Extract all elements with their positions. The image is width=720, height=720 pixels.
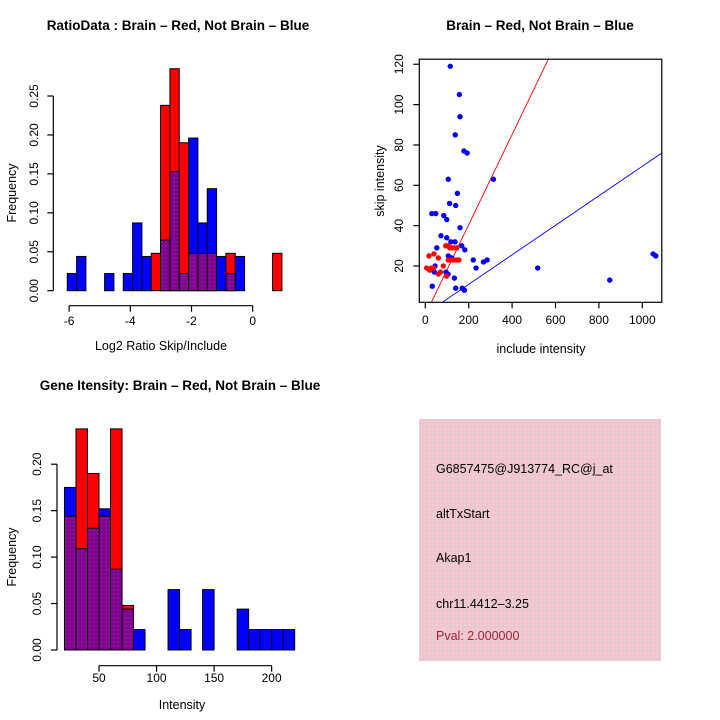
svg-text:800: 800 xyxy=(588,313,609,327)
scatter-point xyxy=(444,273,449,278)
hist-bar xyxy=(179,143,188,291)
svg-text:50: 50 xyxy=(92,671,106,685)
gene-intensity-histogram-panel xyxy=(0,360,360,720)
hist-bar xyxy=(235,256,244,290)
hist-bar-overlap xyxy=(207,253,216,290)
scatter-point xyxy=(431,265,436,270)
gene-annotation-panel xyxy=(360,360,720,720)
scatter-point xyxy=(453,203,458,208)
scatter-point xyxy=(433,211,438,216)
scatter-point xyxy=(457,225,462,230)
scatter-point xyxy=(426,253,431,258)
scatter-point xyxy=(444,217,449,222)
scatter-point xyxy=(607,277,612,282)
probe-id-text: G6857475@J913774_RC@j_at xyxy=(436,462,613,476)
gene-intensity-histogram-chart xyxy=(0,360,360,720)
hist-bar-overlap xyxy=(179,274,188,291)
genome-location-text: chr11.4412–3.25 xyxy=(436,597,529,611)
hist-bar xyxy=(283,630,295,650)
scatter-point xyxy=(444,235,449,240)
hist-bar xyxy=(133,223,142,291)
scatter-point xyxy=(455,191,460,196)
hist-bar xyxy=(134,630,146,650)
hist-bar-overlap xyxy=(111,569,123,650)
hist-bar xyxy=(67,274,76,291)
scatter-point xyxy=(441,263,446,268)
svg-text:0: 0 xyxy=(421,313,429,327)
hist-bar xyxy=(77,256,86,290)
svg-text:0.10: 0.10 xyxy=(30,545,44,569)
scatter-point xyxy=(448,64,453,69)
ratio-histogram-chart xyxy=(0,0,360,360)
svg-text:Frequency: Frequency xyxy=(5,163,19,223)
scatter-point xyxy=(452,239,457,244)
scatter-point xyxy=(438,269,443,274)
hist-bar-overlap xyxy=(64,516,76,650)
svg-text:0.05: 0.05 xyxy=(30,591,44,616)
svg-text:120: 120 xyxy=(392,54,406,75)
svg-text:0.00: 0.00 xyxy=(27,279,41,303)
intensity-scatter-panel xyxy=(360,0,720,360)
svg-text:0.25: 0.25 xyxy=(27,84,41,108)
hist-bar xyxy=(217,256,226,290)
hist-bar-overlap xyxy=(226,274,235,291)
scatter-point xyxy=(457,92,462,97)
svg-text:0: 0 xyxy=(249,314,257,328)
svg-text:0.00: 0.00 xyxy=(30,638,44,662)
scatter-point xyxy=(456,257,461,262)
svg-text:Log2 Ratio Skip/Include: Log2 Ratio Skip/Include xyxy=(94,339,228,353)
svg-text:-6: -6 xyxy=(63,314,75,328)
svg-text:100: 100 xyxy=(146,671,167,685)
svg-text:Intensity: Intensity xyxy=(158,698,206,712)
scatter-point xyxy=(462,247,467,252)
hist-bar-overlap xyxy=(189,253,198,290)
scatter-point xyxy=(447,201,452,206)
ratio-histogram-panel xyxy=(0,0,360,360)
svg-text:40: 40 xyxy=(392,218,406,233)
hist-bar-overlap xyxy=(122,609,134,650)
hist-bar xyxy=(260,630,272,650)
scatter-point xyxy=(473,265,478,270)
notbrain-fit-line xyxy=(442,153,662,302)
scatter-point xyxy=(446,177,451,182)
scatter-point xyxy=(457,114,462,119)
svg-text:0.15: 0.15 xyxy=(27,162,41,186)
svg-text:200: 200 xyxy=(458,313,479,327)
pval-text: Pval: 2.000000 xyxy=(436,629,520,643)
svg-text:150: 150 xyxy=(204,671,225,685)
scatter-point xyxy=(431,251,436,256)
hist-bar xyxy=(168,590,180,650)
hist-bar xyxy=(273,253,282,290)
scatter-point xyxy=(453,285,458,290)
svg-text:Brain – Red, Not Brain – Blue: Brain – Red, Not Brain – Blue xyxy=(446,18,634,33)
svg-text:0.20: 0.20 xyxy=(27,123,41,147)
scatter-point xyxy=(454,245,459,250)
hist-bar-overlap xyxy=(170,172,179,291)
scatter-point xyxy=(484,257,489,262)
scatter-point xyxy=(436,255,441,260)
svg-text:Frequency: Frequency xyxy=(5,527,19,587)
scatter-point xyxy=(453,132,458,137)
hist-bar xyxy=(272,630,284,650)
hist-bar-overlap xyxy=(87,528,99,650)
svg-text:400: 400 xyxy=(502,313,523,327)
svg-text:1000: 1000 xyxy=(628,313,656,327)
svg-text:skip intensity: skip intensity xyxy=(373,145,387,217)
scatter-point xyxy=(430,283,435,288)
svg-text:0.05: 0.05 xyxy=(27,240,41,264)
scatter-point xyxy=(653,253,658,258)
hist-bar-overlap xyxy=(99,516,111,650)
hist-bar-overlap xyxy=(198,253,207,290)
scatter-point xyxy=(452,275,457,280)
hist-bar xyxy=(151,253,160,290)
hist-bar-overlap xyxy=(76,549,88,650)
intensity-scatter-chart xyxy=(360,0,720,360)
scatter-point xyxy=(471,257,476,262)
scatter-point xyxy=(535,265,540,270)
hist-bar xyxy=(123,274,132,291)
svg-text:600: 600 xyxy=(545,313,566,327)
svg-text:Gene Itensity: Brain – Red, No: Gene Itensity: Brain – Red, Not Brain – Blue xyxy=(39,378,321,393)
hist-bar xyxy=(249,630,261,650)
scatter-point xyxy=(491,177,496,182)
svg-text:20: 20 xyxy=(392,259,406,273)
svg-text:0.15: 0.15 xyxy=(30,498,44,523)
hist-bar xyxy=(203,590,215,650)
scatter-point xyxy=(438,233,443,238)
svg-text:0.10: 0.10 xyxy=(27,201,41,225)
hist-bar xyxy=(180,630,192,650)
svg-text:-4: -4 xyxy=(124,314,136,328)
scatter-point xyxy=(434,245,439,250)
splice-event-type-text: altTxStart xyxy=(436,507,490,521)
gene-info-box xyxy=(419,419,661,661)
gene-name-text: Akap1 xyxy=(436,551,472,565)
svg-text:include intensity: include intensity xyxy=(496,342,586,356)
scatter-point xyxy=(462,288,467,293)
svg-text:200: 200 xyxy=(261,671,282,685)
svg-text:80: 80 xyxy=(392,138,406,152)
hist-bar xyxy=(142,256,151,290)
svg-text:60: 60 xyxy=(392,178,406,192)
svg-text:100: 100 xyxy=(392,94,406,115)
hist-bar xyxy=(105,274,114,291)
svg-text:0.20: 0.20 xyxy=(30,452,44,476)
hist-bar-overlap xyxy=(161,240,170,291)
svg-text:RatioData : Brain – Red, Not B: RatioData : Brain – Red, Not Brain – Blue xyxy=(46,18,310,33)
svg-text:-2: -2 xyxy=(186,314,197,328)
scatter-point xyxy=(464,150,469,155)
hist-bar xyxy=(237,609,249,650)
